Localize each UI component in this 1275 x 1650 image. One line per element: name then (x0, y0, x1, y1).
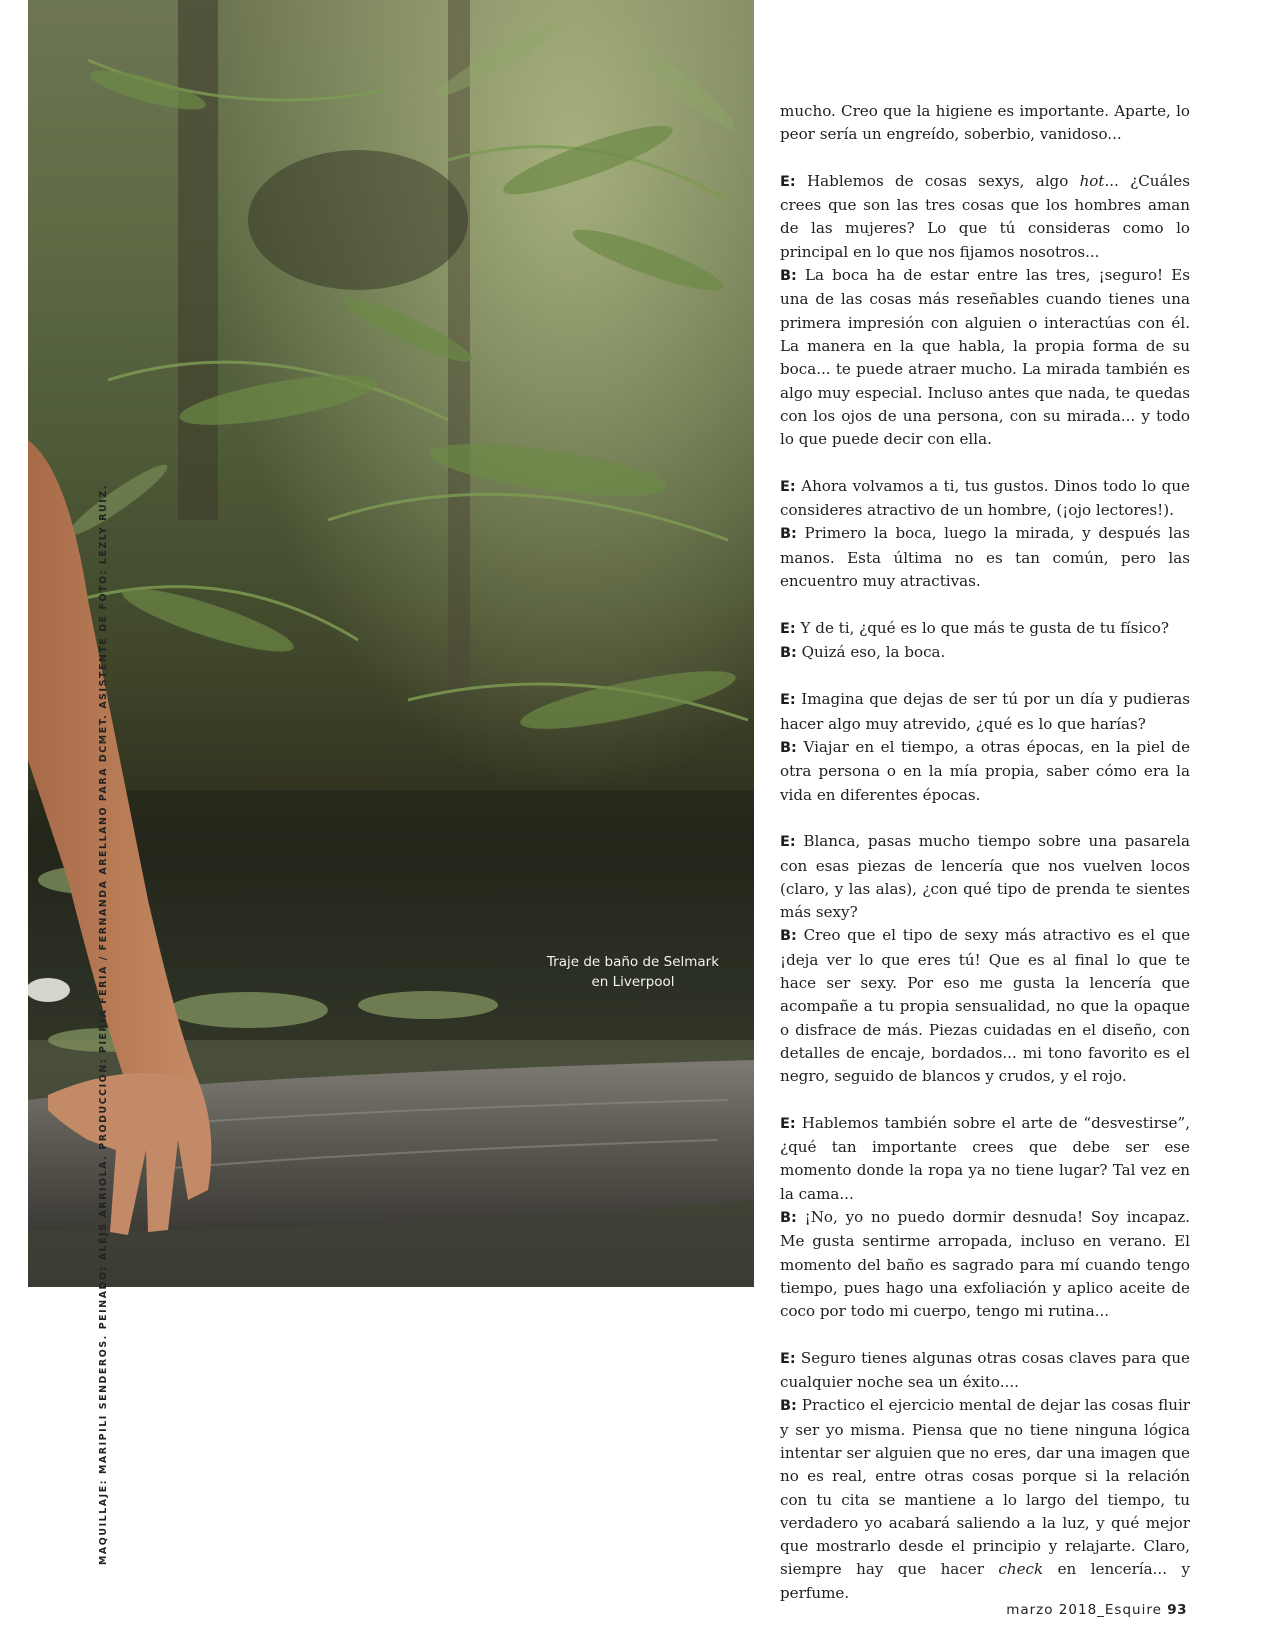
question-6: E: Hablemos también sobre el arte de “desvestirse”, ¿qué tan importante crees que debe ser ese momento donde la ropa ya no tiene lugar? Tal vez en la cama... (780, 1113, 1190, 1203)
answer-3: B: Quizá eso, la boca. (780, 642, 946, 661)
caption-line-1: Traje de baño de Selmark (546, 954, 720, 970)
page-folio (1006, 1602, 1187, 1618)
speaker-label: B: (780, 1209, 797, 1226)
question-4: E: Imagina que dejas de ser tú por un día y pudieras hacer algo muy atrevido, ¿qué es lo que harías? (780, 690, 1190, 733)
speaker-label: E: (780, 620, 796, 637)
question-3: E: Y de ti, ¿qué es lo que más te gusta de tu físico? (780, 618, 1169, 637)
question-5: E: Blanca, pasas mucho tiempo sobre una pasarela con esas piezas de lencería que nos vuelven locos (claro, y las alas), ¿con qué tipo de prenda te sientes más sexy? (780, 832, 1190, 922)
speaker-label: E: (780, 834, 796, 851)
speaker-label: E: (780, 173, 796, 190)
speaker-label: E: (780, 1350, 796, 1367)
interview-article (780, 100, 1190, 1605)
speaker-label: E: (780, 1115, 796, 1132)
photo-caption (533, 952, 733, 992)
caption-line-2: en Liverpool (591, 974, 675, 990)
answer-6: B: ¡No, yo no puedo dormir desnuda! Soy incapaz. Me gusta sentirme arropada, incluso en verano. El momento del baño es sagrado para mí cuando tengo tiempo, pues hago una exfoliación y aplico aceite de coco por todo mi cuerpo, tengo mi rutina... (780, 1207, 1190, 1321)
paragraph-intro: mucho. Creo que la higiene es importante. Aparte, lo peor sería un engreído, soberbio, vanidoso... (780, 102, 1190, 144)
speaker-label: B: (780, 928, 797, 945)
speaker-label: E: (780, 478, 796, 495)
jungle-photo (28, 0, 754, 1287)
answer-4: B: Viajar en el tiempo, a otras épocas, en la piel de otra persona o en la mía propia, saber cómo era la vida en diferentes épocas. (780, 738, 1190, 804)
photo-credits: MAQUILLAJE: MARIPILI SENDEROS. PEINADO: ALEJS ARRIOLA. PRODUCCIÓN: PIERIA FERIA / FERNANDA ARELLANO PARA DCMET. ASISTENTE DE FOTO: LEZLY RUIZ. (98, 484, 109, 1565)
answer-1: B: La boca ha de estar entre las tres, ¡seguro! Es una de las cosas más reseñables cuando tienes una primera impresión con alguien o interactúas con él. La manera en la que habla, la propia forma de su boca... te puede atraer mucho. La mirada también es algo muy especial. Incluso antes que nada, te quedas con los ojos de una persona, con su mirada... y todo lo que puede decir con ella. (780, 266, 1190, 449)
answer-7: B: Practico el ejercicio mental de dejar las cosas fluir y ser yo misma. Piensa que no tiene ninguna lógica intentar ser alguien que no eres, dar una imagen que no es real, entre otras cosas porque si la relación con tu cita se mantiene a lo largo del tiempo, tu verdadero yo acabará saliendo a la luz, y qué mejor que mostrarlo desde el principio y relajarte. Claro, siempre hay que hacer check en lencería... y perfume. (780, 1396, 1190, 1602)
answer-5: B: Creo que el tipo de sexy más atractivo es el que ¡deja ver lo que eres tú! Que es al final lo que te hace ser sexy. Por eso me gusta la lencería que acompañe a tu propia sensualidad, no que la opaque o disfrace de más. Piezas cuidadas en el diseño, con detalles de encaje, bordados... mi tono favorito es el negro, seguido de blancos y crudos, y el rojo. (780, 926, 1190, 1086)
speaker-label: B: (780, 1398, 797, 1415)
speaker-label: B: (780, 740, 797, 757)
folio-text: marzo 2018_Esquire (1006, 1602, 1162, 1618)
page-number: 93 (1167, 1602, 1187, 1618)
question-1: E: Hablemos de cosas sexys, algo hot... ¿Cuáles crees que son las tres cosas que los hombres aman de las mujeres? Lo que tú consideras como lo principal en lo que nos fijamos nosotros... (780, 171, 1190, 261)
answer-2: B: Primero la boca, luego la mirada, y después las manos. Esta última no es tan común, pero las encuentro muy atractivas. (780, 524, 1190, 590)
jungle-scene-illustration (28, 0, 754, 1287)
speaker-label: E: (780, 692, 796, 709)
question-2: E: Ahora volvamos a ti, tus gustos. Dinos todo lo que consideres atractivo de un hombre, (¡ojo lectores!). (780, 476, 1190, 520)
speaker-label: B: (780, 526, 797, 543)
question-7: E: Seguro tienes algunas otras cosas claves para que cualquier noche sea un éxito.... (780, 1348, 1190, 1392)
speaker-label: B: (780, 644, 797, 661)
speaker-label: B: (780, 268, 797, 285)
